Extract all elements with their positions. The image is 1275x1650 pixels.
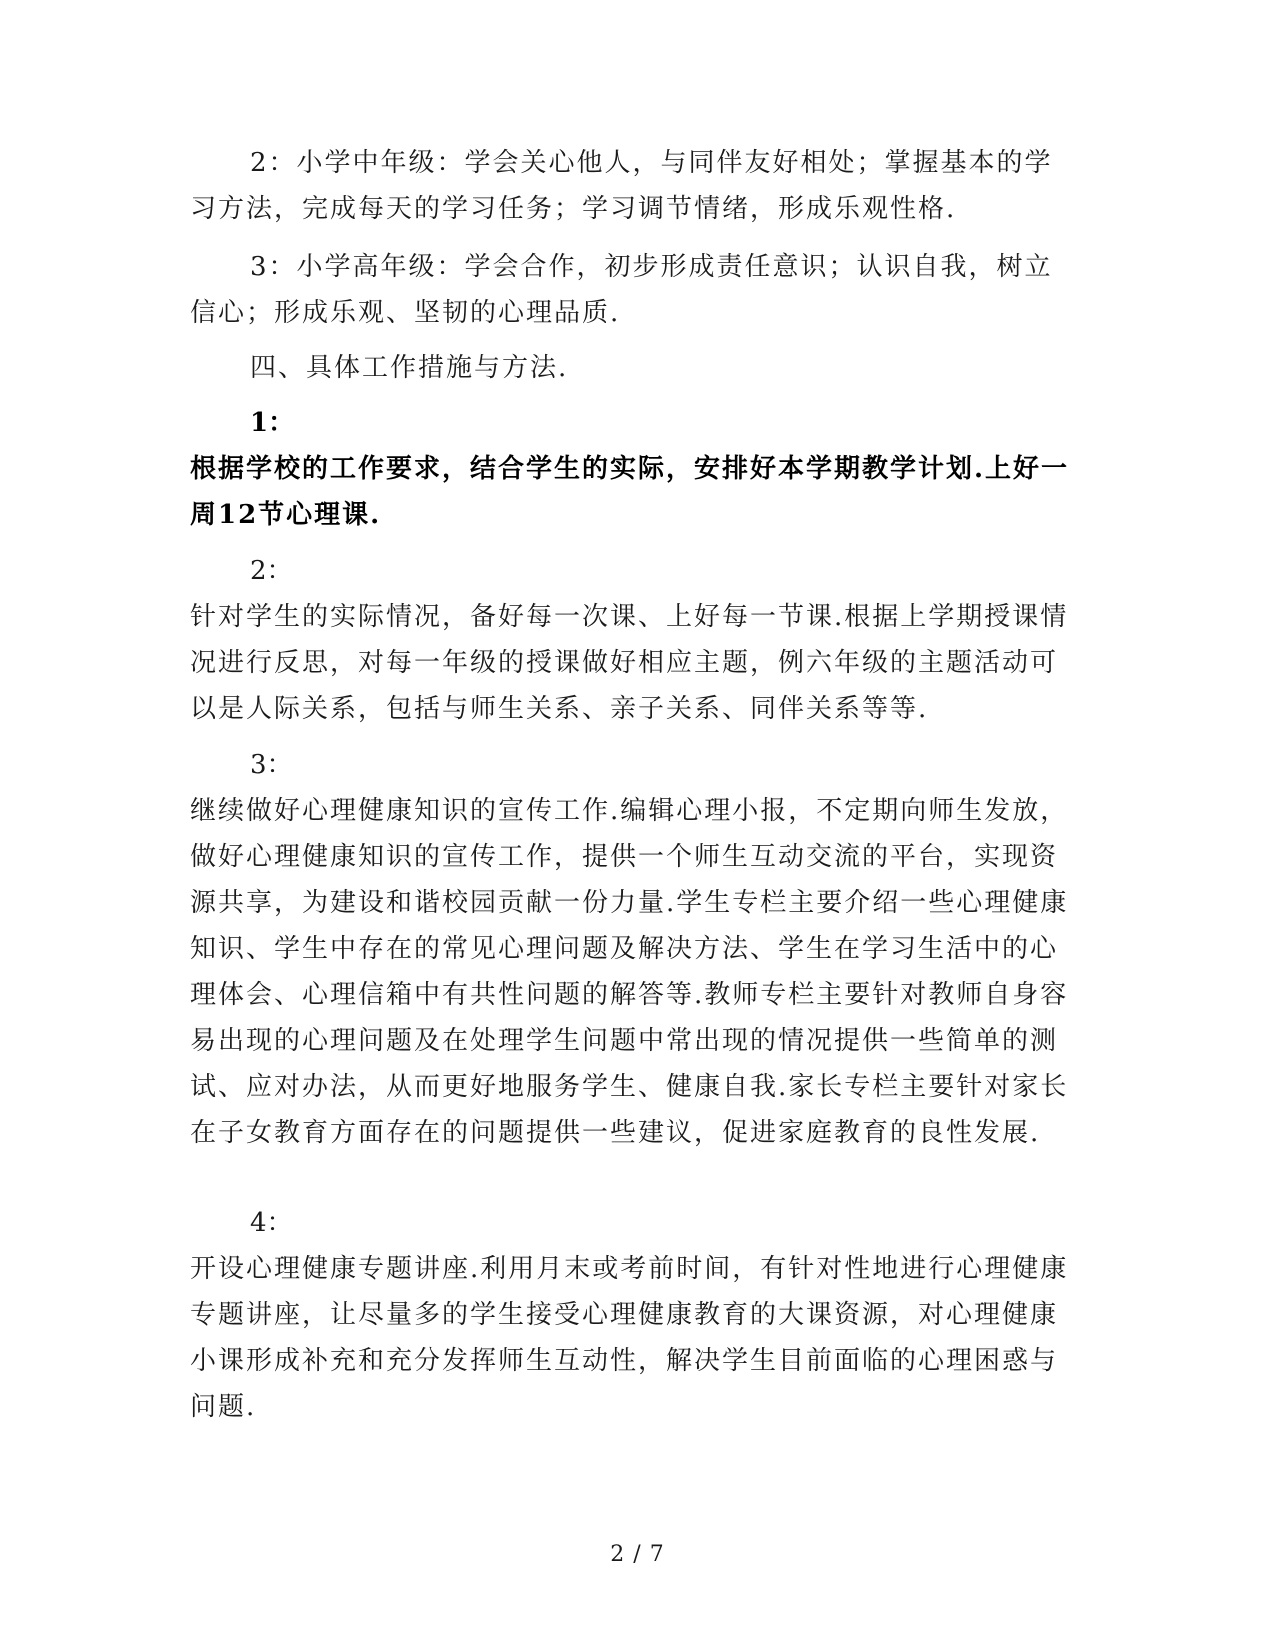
item-3-text: 继续做好心理健康知识的宣传工作.编辑心理小报，不定期向师生发放，做好心理健康知识的宣传工作，提供一个师生互动交流的平台，实现资源共享，为建设和谐校园贡献一份力量.学生专栏主要介绍一些心理健康知识、学生中存在的常见心理问题及解决方法、学生在学习生活中的心理体会、心理信箱中有共性问题的解答等.教师专栏主要针对教师自身容易出现的心理问题及在处理学生问题中常出现的情况提供一些简单的测试、应对办法，从而更好地服务学生、健康自我.家长专栏主要针对家长在子女教育方面存在的问题提供一些建议，促进家庭教育的良性发展. [190,796,1069,1148]
item-2-label: 2： [250,556,293,586]
paragraph-upper-grade: 3：小学高年级：学会合作，初步形成责任意识；认识自我，树立信心；形成乐观、坚韧的心理品质. [190,252,1053,328]
paragraph-middle-grade: 2：小学中年级：学会关心他人，与同伴友好相处；掌握基本的学习方法，完成每天的学习任务；学习调节情绪，形成乐观性格. [190,148,1053,224]
item-2-text: 针对学生的实际情况，备好每一次课、上好每一节课.根据上学期授课情况进行反思，对每一年级的授课做好相应主题，例六年级的主题活动可以是人际关系，包括与师生关系、亲子关系、同伴关系等等. [190,602,1069,724]
item-1-text: 根据学校的工作要求，结合学生的实际，安排好本学期教学计划.上好一周12节心理课. [190,454,1070,530]
item-3-label: 3： [250,750,293,780]
item-4-text: 开设心理健康专题讲座.利用月末或考前时间，有针对性地进行心理健康专题讲座，让尽量多的学生接受心理健康教育的大课资源，对心理健康小课形成补充和充分发挥师生互动性，解决学生目前面临的心理困惑与问题. [190,1254,1069,1422]
section-heading: 四、具体工作措施与方法. [250,353,569,383]
page-number: 2 / 7 [610,1542,665,1567]
item-4-label: 4： [250,1208,293,1238]
item-1-label: 1： [250,408,295,438]
